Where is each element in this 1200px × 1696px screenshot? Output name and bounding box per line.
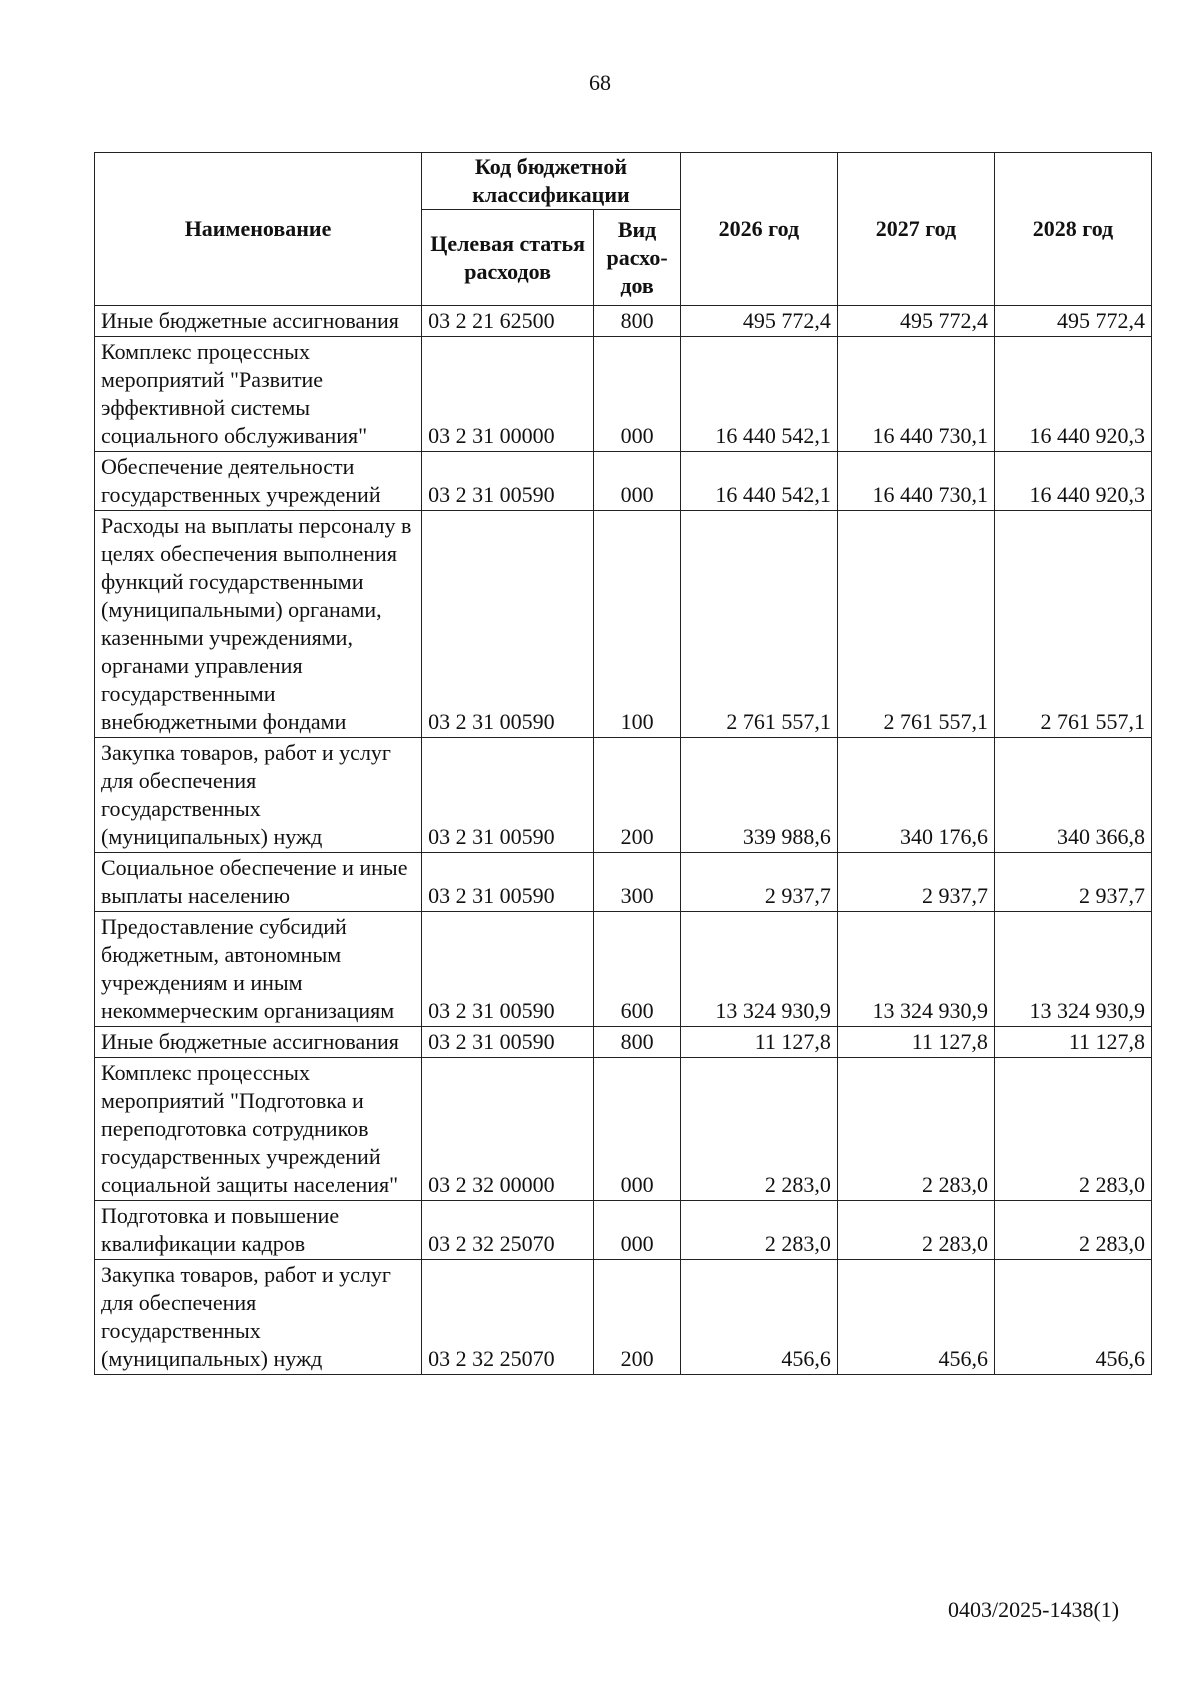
row-2028-cell: 495 772,4 bbox=[994, 306, 1151, 337]
table-row bbox=[95, 511, 1152, 738]
row-expense-kind-cell: 000 bbox=[594, 1058, 681, 1201]
row-2027-cell: 2 937,7 bbox=[837, 853, 994, 912]
header-code-group: Код бюджетной классификации bbox=[422, 153, 681, 210]
row-name-cell: Закупка товаров, работ и услуг для обеспечения государственных (муниципальных) нужд bbox=[95, 738, 422, 853]
table-row bbox=[95, 1027, 1152, 1058]
header-row-1 bbox=[95, 153, 1152, 210]
document-code: 0403/2025-1438(1) bbox=[948, 1597, 1120, 1622]
table-row bbox=[95, 853, 1152, 912]
row-2027-cell: 2 283,0 bbox=[837, 1201, 994, 1260]
budget-table bbox=[94, 152, 1152, 1375]
row-target-item-cell: 03 2 31 00590 bbox=[422, 511, 594, 738]
row-2028-cell: 456,6 bbox=[994, 1260, 1151, 1375]
row-target-item-cell: 03 2 31 00590 bbox=[422, 853, 594, 912]
row-expense-kind-cell: 600 bbox=[594, 912, 681, 1027]
table-row bbox=[95, 1260, 1152, 1375]
row-2027-cell: 11 127,8 bbox=[837, 1027, 994, 1058]
table-row bbox=[95, 738, 1152, 853]
table-row bbox=[95, 1201, 1152, 1260]
header-target-item: Целевая статья расходов bbox=[422, 210, 594, 306]
row-name-cell: Иные бюджетные ассигнования bbox=[95, 306, 422, 337]
row-2028-cell: 2 283,0 bbox=[994, 1058, 1151, 1201]
row-expense-kind-cell: 000 bbox=[594, 1201, 681, 1260]
header-2026: 2026 год bbox=[680, 153, 837, 306]
row-expense-kind-cell: 800 bbox=[594, 1027, 681, 1058]
row-target-item-cell: 03 2 32 25070 bbox=[422, 1201, 594, 1260]
row-name-cell: Расходы на выплаты персоналу в целях обеспечения выполнения функций государственными (муниципальными) органами, казенными учреждениями, органами управления государственными внебюджетными фондами bbox=[95, 511, 422, 738]
row-target-item-cell: 03 2 31 00590 bbox=[422, 452, 594, 511]
row-expense-kind-cell: 100 bbox=[594, 511, 681, 738]
row-2026-cell: 11 127,8 bbox=[680, 1027, 837, 1058]
row-2026-cell: 339 988,6 bbox=[680, 738, 837, 853]
row-target-item-cell: 03 2 21 62500 bbox=[422, 306, 594, 337]
row-name-cell: Комплекс процессных мероприятий "Подготовка и переподготовка сотрудников государственных учреждений социальной защиты населения" bbox=[95, 1058, 422, 1201]
row-2026-cell: 2 283,0 bbox=[680, 1201, 837, 1260]
page-number: 68 bbox=[589, 70, 611, 95]
row-name-cell: Предоставление субсидий бюджетным, автономным учреждениям и иным некоммерческим организациям bbox=[95, 912, 422, 1027]
row-2028-cell: 11 127,8 bbox=[994, 1027, 1151, 1058]
row-2027-cell: 16 440 730,1 bbox=[837, 337, 994, 452]
table-row bbox=[95, 1058, 1152, 1201]
row-2028-cell: 2 283,0 bbox=[994, 1201, 1151, 1260]
row-2028-cell: 2 761 557,1 bbox=[994, 511, 1151, 738]
row-2028-cell: 2 937,7 bbox=[994, 853, 1151, 912]
table-row bbox=[95, 306, 1152, 337]
row-2027-cell: 456,6 bbox=[837, 1260, 994, 1375]
row-2028-cell: 16 440 920,3 bbox=[994, 337, 1151, 452]
row-2026-cell: 16 440 542,1 bbox=[680, 452, 837, 511]
header-2027: 2027 год bbox=[837, 153, 994, 306]
row-name-cell: Закупка товаров, работ и услуг для обеспечения государственных (муниципальных) нужд bbox=[95, 1260, 422, 1375]
table-row bbox=[95, 912, 1152, 1027]
row-name-cell: Обеспечение деятельности государственных учреждений bbox=[95, 452, 422, 511]
row-target-item-cell: 03 2 31 00000 bbox=[422, 337, 594, 452]
row-expense-kind-cell: 200 bbox=[594, 738, 681, 853]
row-2027-cell: 13 324 930,9 bbox=[837, 912, 994, 1027]
row-2026-cell: 495 772,4 bbox=[680, 306, 837, 337]
header-name: Наименование bbox=[95, 153, 422, 306]
row-2027-cell: 495 772,4 bbox=[837, 306, 994, 337]
row-expense-kind-cell: 000 bbox=[594, 452, 681, 511]
row-name-cell: Социальное обеспечение и иные выплаты населению bbox=[95, 853, 422, 912]
row-target-item-cell: 03 2 32 00000 bbox=[422, 1058, 594, 1201]
table-row bbox=[95, 337, 1152, 452]
row-target-item-cell: 03 2 31 00590 bbox=[422, 1027, 594, 1058]
table-row bbox=[95, 452, 1152, 511]
row-target-item-cell: 03 2 32 25070 bbox=[422, 1260, 594, 1375]
row-2026-cell: 456,6 bbox=[680, 1260, 837, 1375]
row-2027-cell: 2 761 557,1 bbox=[837, 511, 994, 738]
row-expense-kind-cell: 000 bbox=[594, 337, 681, 452]
row-target-item-cell: 03 2 31 00590 bbox=[422, 738, 594, 853]
row-2027-cell: 2 283,0 bbox=[837, 1058, 994, 1201]
row-2026-cell: 13 324 930,9 bbox=[680, 912, 837, 1027]
row-2028-cell: 16 440 920,3 bbox=[994, 452, 1151, 511]
header-2028: 2028 год bbox=[994, 153, 1151, 306]
row-expense-kind-cell: 800 bbox=[594, 306, 681, 337]
row-expense-kind-cell: 200 bbox=[594, 1260, 681, 1375]
row-2028-cell: 340 366,8 bbox=[994, 738, 1151, 853]
row-2028-cell: 13 324 930,9 bbox=[994, 912, 1151, 1027]
row-2026-cell: 2 283,0 bbox=[680, 1058, 837, 1201]
row-name-cell: Подготовка и повышение квалификации кадров bbox=[95, 1201, 422, 1260]
row-name-cell: Комплекс процессных мероприятий "Развитие эффективной системы социального обслуживания" bbox=[95, 337, 422, 452]
row-2027-cell: 16 440 730,1 bbox=[837, 452, 994, 511]
row-2026-cell: 2 761 557,1 bbox=[680, 511, 837, 738]
row-target-item-cell: 03 2 31 00590 bbox=[422, 912, 594, 1027]
row-2026-cell: 16 440 542,1 bbox=[680, 337, 837, 452]
row-name-cell: Иные бюджетные ассигнования bbox=[95, 1027, 422, 1058]
row-2027-cell: 340 176,6 bbox=[837, 738, 994, 853]
row-expense-kind-cell: 300 bbox=[594, 853, 681, 912]
row-2026-cell: 2 937,7 bbox=[680, 853, 837, 912]
header-expense-kind: Вид расхо-дов bbox=[594, 210, 681, 306]
